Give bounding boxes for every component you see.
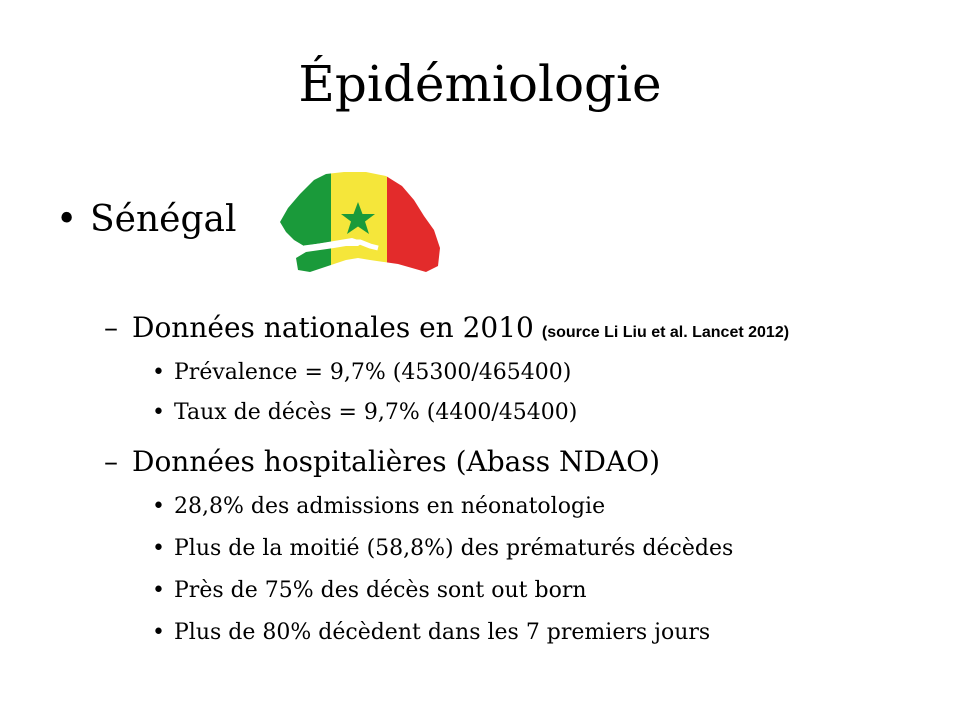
section-heading-hospital xyxy=(104,444,660,480)
country-label: Sénégal xyxy=(90,199,237,240)
bullet-marker: • xyxy=(56,199,78,240)
flag-green-band xyxy=(274,168,331,278)
list-item-text: Plus de 80% décèdent dans les 7 premiers jours xyxy=(174,620,711,645)
section-heading: Données nationales en 2010 xyxy=(132,311,534,344)
bullet-marker: • xyxy=(152,620,165,645)
dash-marker: – xyxy=(104,445,118,478)
list-item xyxy=(152,576,587,606)
slide-title: Épidémiologie xyxy=(298,55,662,113)
list-item-text: Plus de la moitié (58,8%) des prématurés décèdes xyxy=(174,536,734,561)
list-item xyxy=(152,398,577,428)
list-item-text: Taux de décès = 9,7% (4400/45400) xyxy=(174,400,578,425)
bullet-marker: • xyxy=(152,494,165,519)
flag-red-band xyxy=(387,168,444,278)
list-item-text: Près de 75% des décès sont out born xyxy=(174,578,587,603)
source-citation: (source Li Liu et al. Lancet 2012) xyxy=(541,324,790,341)
list-item-text: 28,8% des admissions en néonatologie xyxy=(174,494,606,519)
bullet-marker: • xyxy=(152,578,165,603)
senegal-flag-map-icon xyxy=(274,168,444,278)
list-item xyxy=(152,618,710,648)
bullet-marker: • xyxy=(152,360,165,385)
bullet-senegal xyxy=(56,198,236,242)
list-item xyxy=(152,534,733,564)
bullet-marker: • xyxy=(152,536,165,561)
list-item xyxy=(152,492,605,522)
dash-marker: – xyxy=(104,311,118,344)
section-heading-national xyxy=(104,310,789,351)
section-heading: Données hospitalières (Abass NDAO) xyxy=(132,445,661,478)
bullet-marker: • xyxy=(152,400,165,425)
list-item xyxy=(152,358,571,388)
list-item-text: Prévalence = 9,7% (45300/465400) xyxy=(174,360,572,385)
